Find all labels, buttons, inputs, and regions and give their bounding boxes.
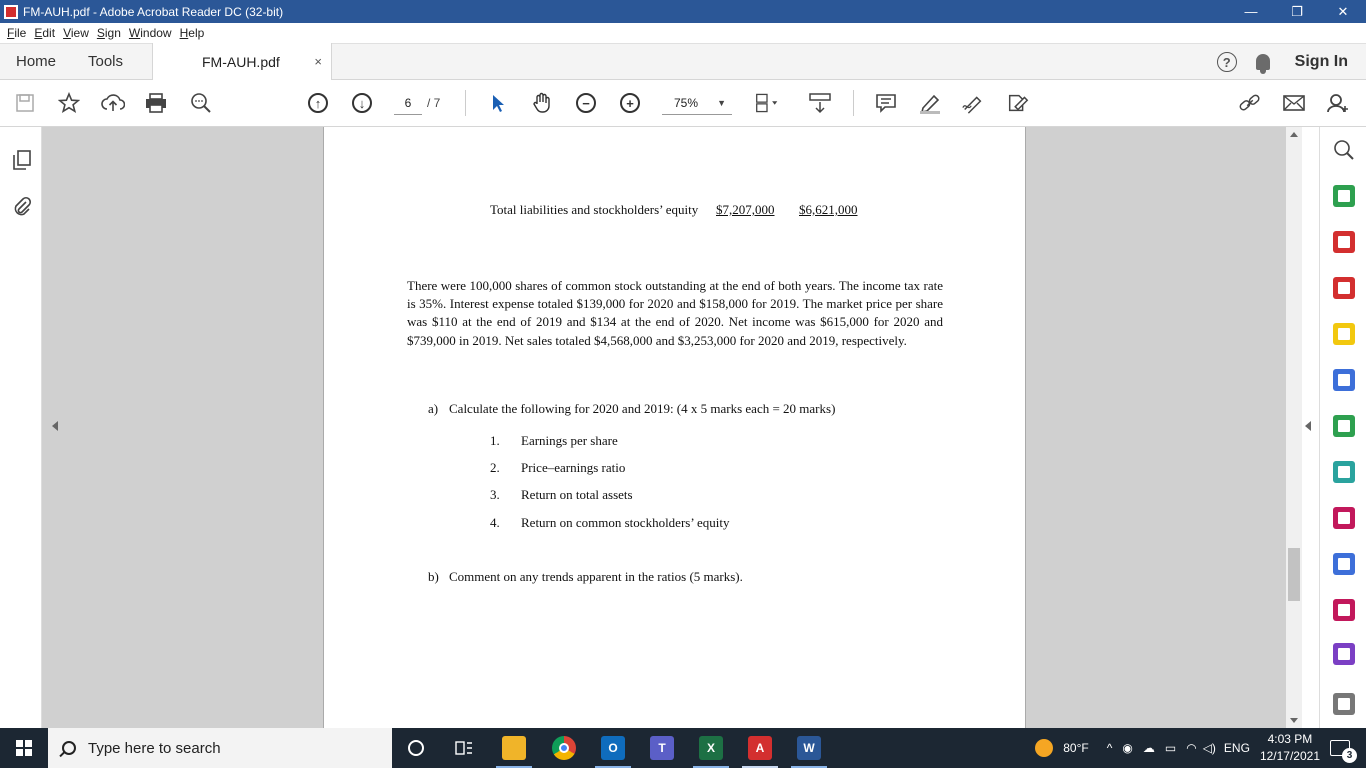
page-number-input[interactable]: 6 xyxy=(394,93,422,115)
weather-sun-icon[interactable] xyxy=(1035,739,1053,757)
menu-help[interactable]: Help xyxy=(179,26,205,40)
word-icon[interactable]: W xyxy=(797,736,821,760)
scrollbar-thumb[interactable] xyxy=(1288,548,1300,601)
next-page-icon[interactable]: ↓ xyxy=(350,91,374,115)
input-language[interactable]: ENG xyxy=(1223,741,1250,755)
menu-view[interactable]: View xyxy=(63,26,89,40)
cortana-icon[interactable] xyxy=(404,736,428,760)
list-item-text: Return on total assets xyxy=(521,487,633,502)
prepare-form-icon[interactable] xyxy=(1333,599,1355,621)
question-a xyxy=(428,401,835,417)
sign-in-button[interactable]: Sign In xyxy=(1294,53,1348,70)
list-item xyxy=(490,460,625,476)
list-item-number: 4. xyxy=(490,515,500,530)
bookmark-star-icon[interactable] xyxy=(57,91,81,115)
left-navigation-panel xyxy=(0,127,42,728)
create-pdf-icon[interactable] xyxy=(1333,277,1355,299)
page-thumbnails-icon[interactable] xyxy=(12,149,32,171)
menu-bar xyxy=(0,23,1366,43)
fill-and-sign-icon[interactable] xyxy=(1333,507,1355,529)
excel-icon[interactable]: X xyxy=(699,736,723,760)
right-tools-panel xyxy=(1319,127,1366,728)
search-icon xyxy=(62,741,76,755)
find-text-icon[interactable] xyxy=(189,91,213,115)
close-tab-icon[interactable]: × xyxy=(314,54,322,69)
toolbar xyxy=(0,80,1366,127)
collapse-left-panel-icon[interactable] xyxy=(52,421,58,431)
question-a-text: Calculate the following for 2020 and 2019: (4 x 5 marks each = 20 marks) xyxy=(449,401,836,416)
zoom-search-icon[interactable] xyxy=(1333,139,1355,161)
chrome-icon[interactable] xyxy=(552,736,576,760)
tab-document[interactable] xyxy=(152,43,332,81)
system-tray xyxy=(1035,728,1366,768)
list-item xyxy=(490,433,618,449)
print-icon[interactable] xyxy=(144,91,168,115)
document-view[interactable] xyxy=(42,127,1286,728)
question-b-letter: b) xyxy=(428,569,439,584)
question-b xyxy=(428,569,743,585)
hand-tool-icon[interactable] xyxy=(530,91,554,115)
menu-window[interactable]: Window xyxy=(128,26,172,40)
list-item xyxy=(490,487,633,503)
email-envelope-icon[interactable] xyxy=(1282,91,1306,115)
onedrive-cloud-icon[interactable]: ☁ xyxy=(1142,741,1155,755)
acrobat-icon[interactable]: A xyxy=(748,736,772,760)
share-link-icon[interactable] xyxy=(1238,91,1262,115)
battery-icon[interactable]: ▭ xyxy=(1164,741,1177,755)
comment-icon[interactable] xyxy=(874,91,898,115)
maximize-button[interactable]: ❐ xyxy=(1291,3,1303,19)
organize-pages-icon[interactable] xyxy=(1333,231,1355,253)
list-item-text: Price–earnings ratio xyxy=(521,460,626,475)
chevron-down-icon: ▼ xyxy=(717,98,726,108)
send-for-review-icon[interactable] xyxy=(1333,461,1355,483)
list-item xyxy=(490,515,729,531)
upload-cloud-icon[interactable] xyxy=(101,91,125,115)
select-arrow-icon[interactable] xyxy=(486,91,510,115)
collapse-right-panel-icon[interactable] xyxy=(1305,421,1311,431)
scrolling-mode-icon[interactable] xyxy=(808,91,832,115)
show-hidden-icons-icon[interactable]: ^ xyxy=(1106,741,1113,755)
task-view-icon[interactable] xyxy=(452,736,476,760)
list-item-text: Return on common stockholders’ equity xyxy=(521,515,730,530)
close-window-button[interactable]: ✕ xyxy=(1337,3,1349,19)
tab-bar xyxy=(0,43,1366,80)
request-signature-icon[interactable] xyxy=(1333,643,1355,665)
teams-icon[interactable]: T xyxy=(650,736,674,760)
highlight-pen-icon[interactable] xyxy=(918,91,942,115)
problem-paragraph: There were 100,000 shares of common stock outstanding at the end of both years. The income tax rate is 35%. Interest expense totaled $139,000 for 2020 and $158,000 for 2019. The market price per share was $110 at the end of 2019 and $134 at the end of 2020. Net income was $615,000 for 2020 and $739,000 in 2019. Net sales totaled $4,568,000 and $3,253,000 for 2020 and 2019, respectively. xyxy=(407,278,943,348)
title-bar xyxy=(0,0,1366,23)
menu-file[interactable]: File xyxy=(7,26,27,40)
attachment-paperclip-icon[interactable] xyxy=(12,195,32,217)
compress-pdf-icon[interactable] xyxy=(1333,415,1355,437)
tab-home[interactable]: Home xyxy=(16,53,57,70)
outlook-icon[interactable]: O xyxy=(601,736,625,760)
tab-tools[interactable]: Tools xyxy=(88,53,124,70)
zoom-level-select[interactable] xyxy=(662,93,732,115)
draw-signature-icon[interactable] xyxy=(961,91,985,115)
toolbar-divider xyxy=(853,90,854,116)
total-2019-value: $6,621,000 xyxy=(799,202,858,217)
clock-time: 4:03 PM xyxy=(1267,732,1313,746)
windows-logo-icon xyxy=(16,740,32,756)
fill-sign-icon[interactable] xyxy=(1006,91,1030,115)
meet-now-icon[interactable]: ◉ xyxy=(1122,741,1133,755)
vertical-scrollbar[interactable] xyxy=(1286,127,1302,728)
list-item-number: 2. xyxy=(490,460,500,475)
zoom-out-icon[interactable]: − xyxy=(574,91,598,115)
zoom-in-icon[interactable]: + xyxy=(618,91,642,115)
system-clock[interactable] xyxy=(1260,731,1320,765)
combine-files-icon[interactable] xyxy=(1333,369,1355,391)
windows-taskbar xyxy=(0,728,1366,768)
comment-tool-icon[interactable] xyxy=(1333,323,1355,345)
add-user-icon[interactable] xyxy=(1326,91,1350,115)
menu-edit[interactable]: Edit xyxy=(34,26,56,40)
document-tab-label: FM-AUH.pdf xyxy=(202,54,280,70)
list-item-number: 3. xyxy=(490,487,500,502)
list-item-number: 1. xyxy=(490,433,500,448)
page-total: / 7 xyxy=(427,96,441,110)
scroll-up-arrow-icon[interactable] xyxy=(1290,132,1298,137)
minimize-button[interactable]: — xyxy=(1244,4,1258,19)
window-title: FM-AUH.pdf - Adobe Acrobat Reader DC (32-bit) xyxy=(23,4,284,19)
volume-icon[interactable]: ◁) xyxy=(1202,741,1216,755)
protect-shield-icon[interactable] xyxy=(1333,553,1355,575)
scroll-down-arrow-icon[interactable] xyxy=(1290,718,1298,723)
search-placeholder: Type here to search xyxy=(88,739,221,757)
acrobat-app-icon xyxy=(4,5,18,19)
previous-page-icon[interactable]: ↑ xyxy=(306,91,330,115)
help-icon[interactable]: ? xyxy=(1217,52,1237,72)
taskbar-search-box[interactable] xyxy=(48,728,392,768)
start-button[interactable] xyxy=(0,728,48,768)
page-display-icon[interactable] xyxy=(755,91,779,115)
save-icon[interactable] xyxy=(13,91,37,115)
total-2020-value: $7,207,000 xyxy=(716,202,775,217)
menu-sign[interactable]: Sign xyxy=(96,26,121,40)
total-liabilities-line xyxy=(490,202,858,218)
zoom-level-value: 75% xyxy=(674,96,699,110)
list-item-text: Earnings per share xyxy=(521,433,618,448)
toolbar-divider xyxy=(465,90,466,116)
weather-temperature[interactable]: 80°F xyxy=(1063,741,1089,755)
file-explorer-icon[interactable] xyxy=(502,736,526,760)
action-center-icon[interactable] xyxy=(1330,740,1353,761)
question-b-text: Comment on any trends apparent in the ratios (5 marks). xyxy=(449,569,743,584)
expand-panel-icon[interactable] xyxy=(1333,693,1355,715)
wifi-icon[interactable]: ◠ xyxy=(1186,741,1197,755)
question-a-letter: a) xyxy=(428,401,439,416)
notification-count-badge: 3 xyxy=(1342,748,1357,763)
total-liabilities-label: Total liabilities and stockholders’ equity xyxy=(490,202,699,217)
pdf-page xyxy=(323,127,1026,728)
clock-date: 12/17/2021 xyxy=(1259,749,1320,763)
notification-bell-icon[interactable] xyxy=(1256,54,1270,70)
export-pdf-icon[interactable] xyxy=(1333,185,1355,207)
